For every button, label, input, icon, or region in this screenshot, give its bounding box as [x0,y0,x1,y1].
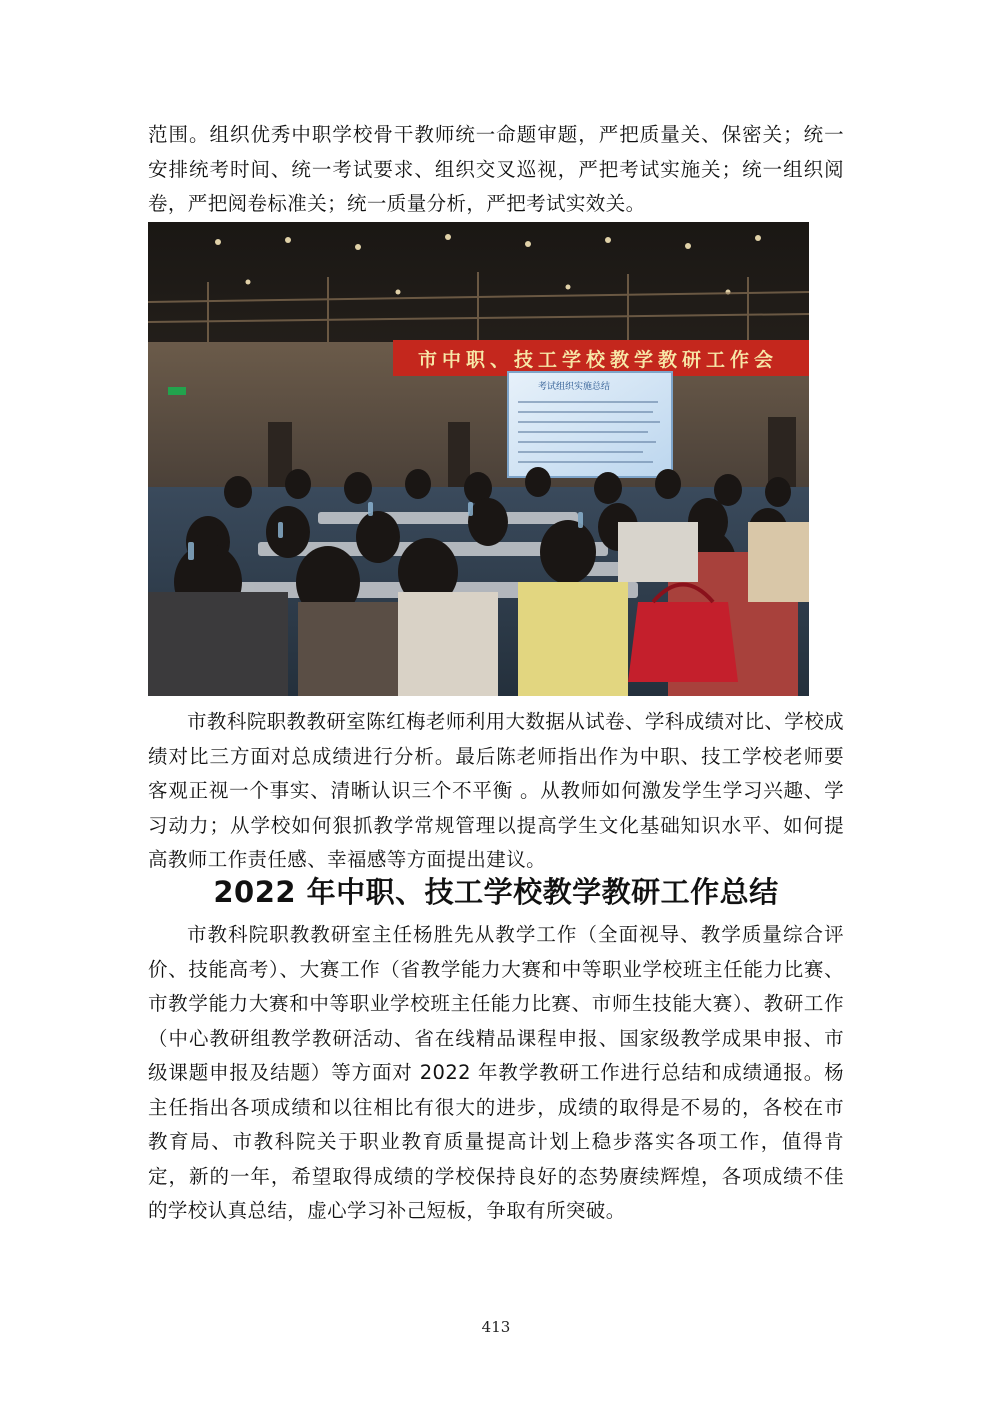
page-number: 413 [481,1318,511,1336]
meeting-photo [148,222,809,696]
section-heading: 2022 年中职、技工学校教学教研工作总结 [213,875,779,909]
paragraph-3: 市教科院职教教研室主任杨胜先从教学工作（全面视导、教学质量综合评价、技能高考）、大赛工作（省教学能力大赛和中等职业学校班主任能力比赛、市教学能力大赛和中等职业学校班主任能力比赛、市师生技能大赛）、教研工作（中心教研组教学教研活动、省在线精品课程申报、国家级教学成果申报、市级课题申报及结题）等方面对 2022 年教学教研工作进行总结和成绩通报。杨主任指出各项成绩和以往相比有很大的进步，成绩的取得是不易的，各校在市教育局、市教科院关于职业教育质量提高计划上稳步落实各项工作，值得肯定，新的一年，希望取得成绩的学校保持良好的态势赓续辉煌，各项成绩不佳的学校认真总结，虚心学习补己短板，争取有所突破。 [148,923,844,1222]
paragraph-1: 范围。组织优秀中职学校骨干教师统一命题审题，严把质量关、保密关；统一安排统考时间、统一考试要求、组织交叉巡视，严把考试实施关；统一组织阅卷，严把阅卷标准关；统一质量分析，严把考试实效关。 [148,123,844,215]
paragraph-2: 市教科院职教教研室陈红梅老师利用大数据从试卷、学科成绩对比、学校成绩对比三方面对总成绩进行分析。最后陈老师指出作为中职、技工学校老师要客观正视一个事实、清晰认识三个不平衡 。从教师如何激发学生学习兴趣、学习动力；从学校如何狠抓教学常规管理以提高学生文化基础知识水平、如何提高教师工作责任感、幸福感等方面提出建议。 [148,710,844,871]
slide-title: 考试组织实施总结 [538,382,611,392]
banner-text: 市中职、技工学校教学教研工作会 [418,349,779,371]
